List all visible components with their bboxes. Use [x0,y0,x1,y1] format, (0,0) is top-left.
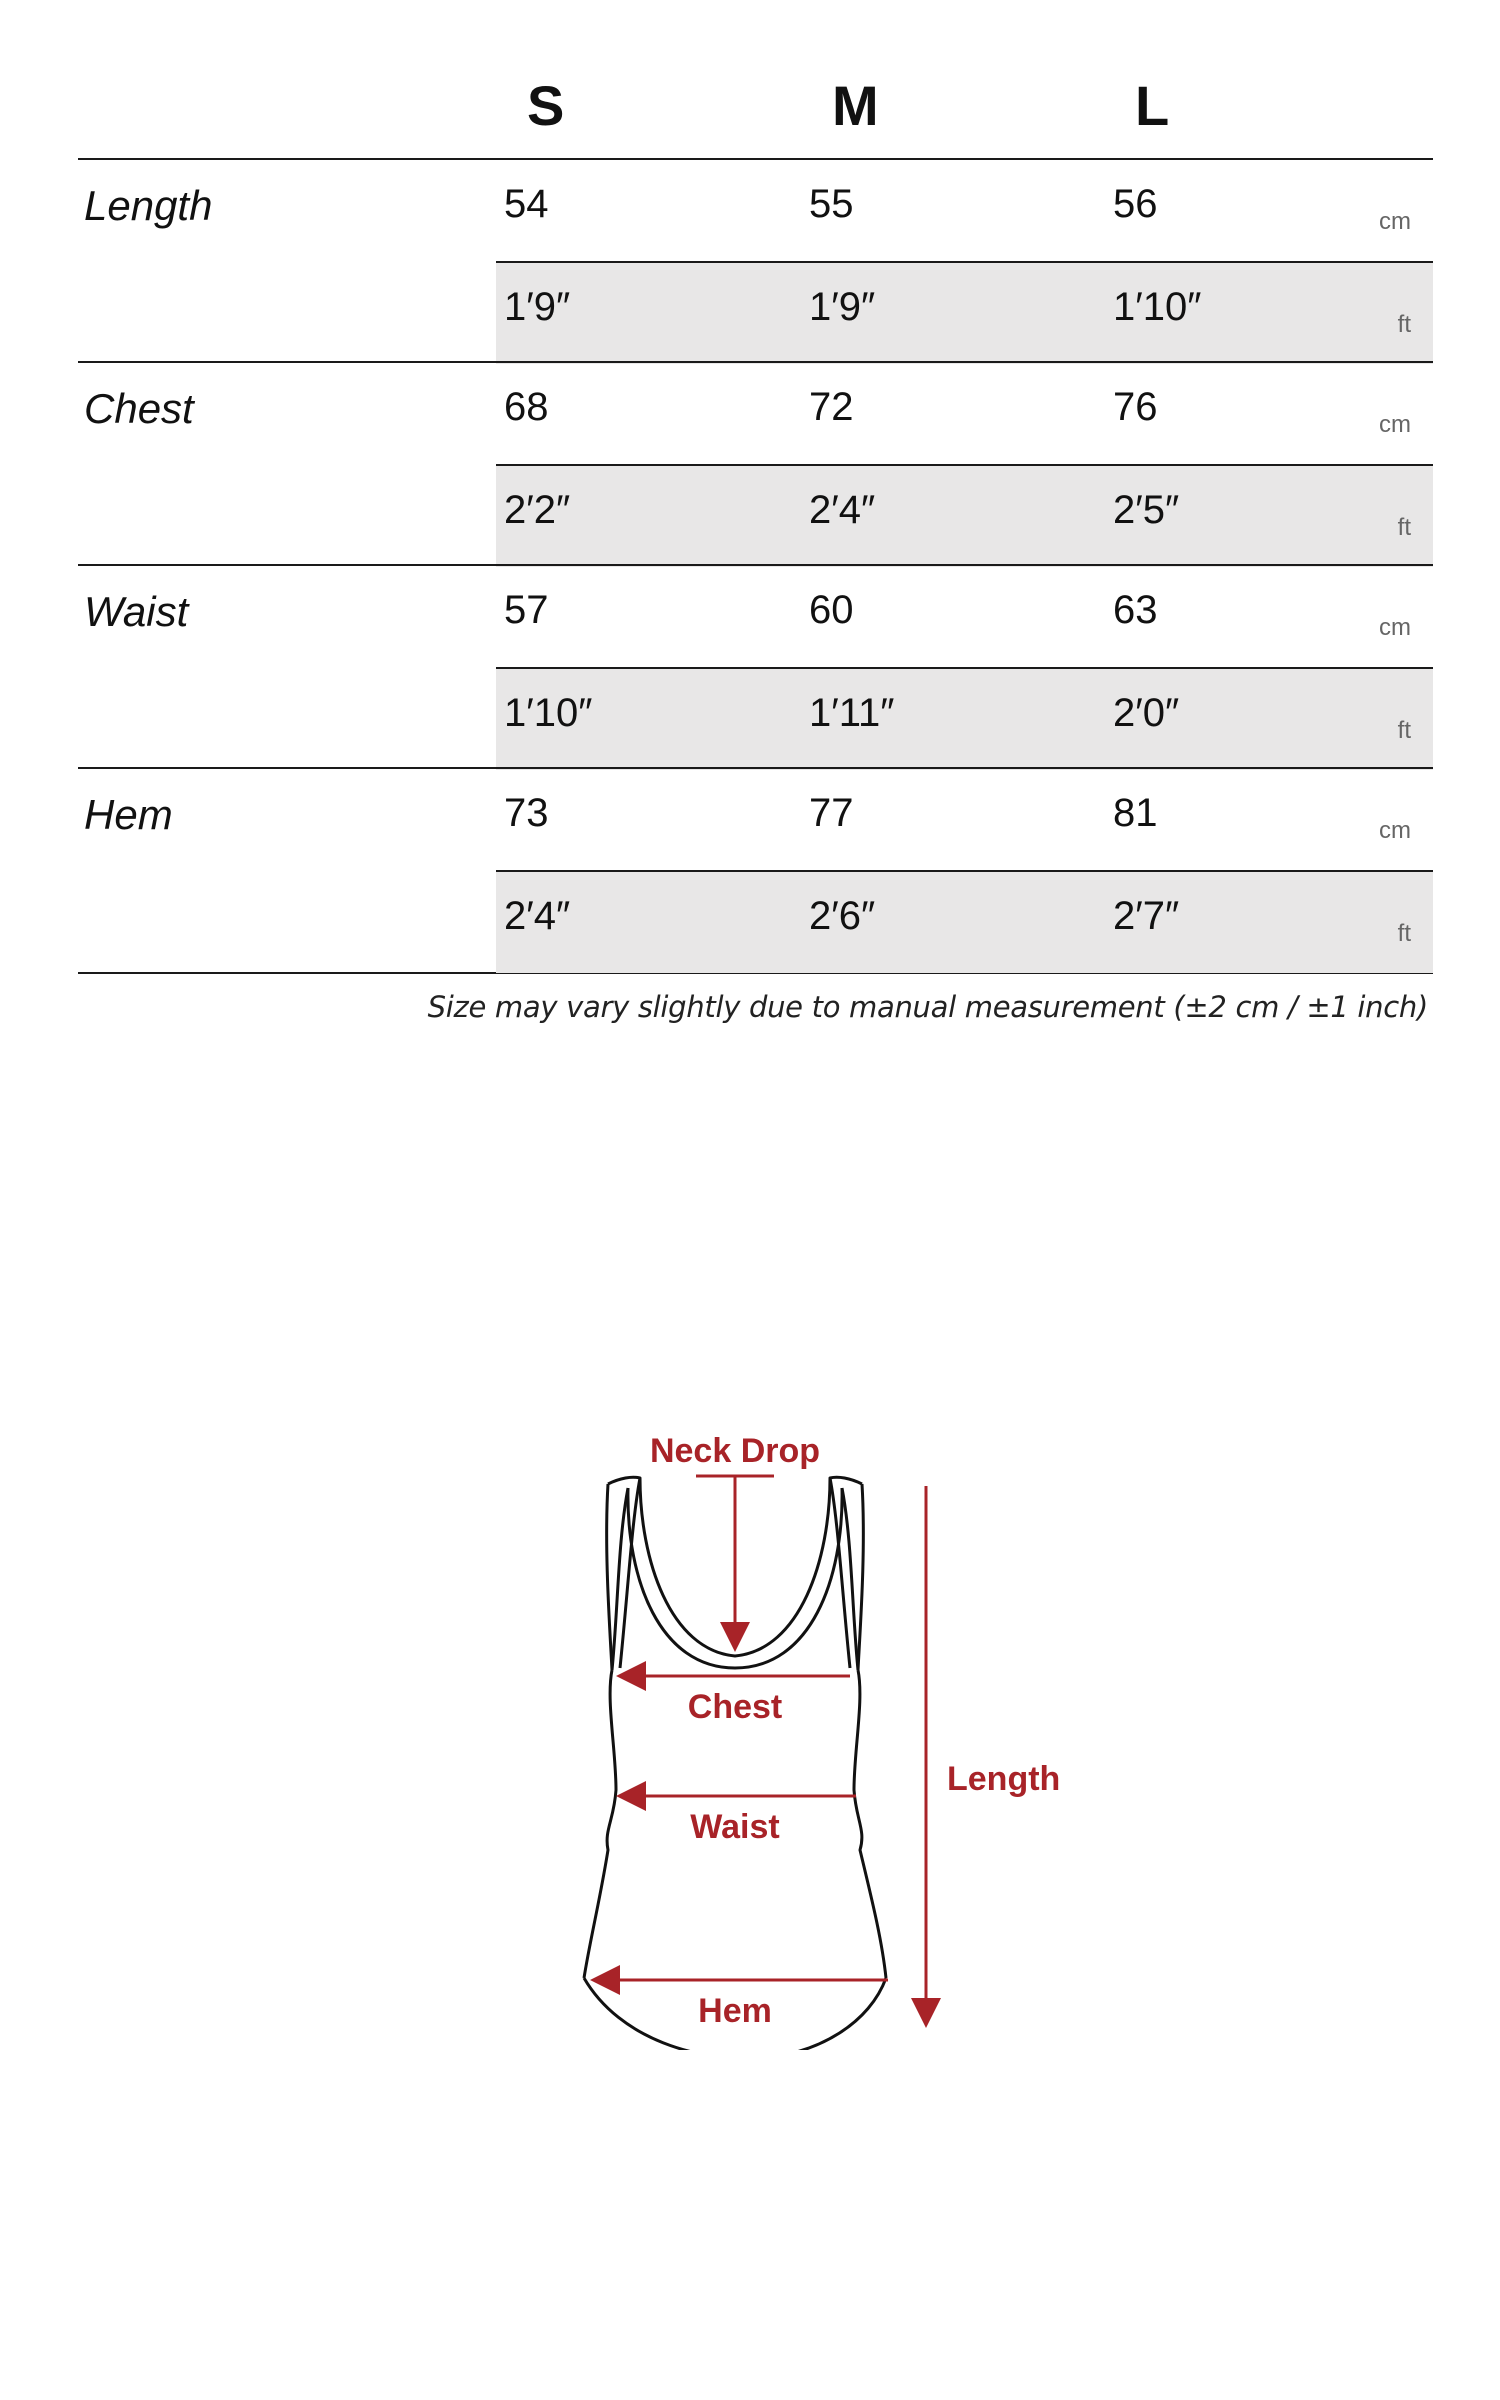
unit-cm: cm [1379,411,1411,438]
value-cell: 2′6″ [809,894,876,938]
hem-label: Hem [698,1992,772,2030]
measure-label: Hem [84,791,173,838]
unit-ft: ft [1397,514,1411,541]
size-header-m: M [832,74,879,137]
table-row-waist [78,564,1433,769]
value-cell: 81 [1113,791,1158,835]
measure-label: Waist [84,588,189,635]
cm-row [496,363,1433,464]
value-cell: 54 [504,182,549,226]
unit-ft: ft [1397,920,1411,947]
measure-label: Chest [84,385,194,432]
table-row-chest [78,361,1433,566]
table-row-length [78,158,1433,363]
unit-cm: cm [1379,614,1411,641]
unit-cm: cm [1379,208,1411,235]
unit-cm: cm [1379,817,1411,844]
value-cell: 68 [504,385,549,429]
value-cell: 2′4″ [504,894,571,938]
value-cell: 1′9″ [504,285,571,329]
value-cell: 1′11″ [809,691,895,735]
cm-row [496,769,1433,870]
chest-label: Chest [687,1688,783,1726]
value-cell: 73 [504,791,549,835]
cm-row [496,160,1433,261]
ft-row [496,464,1433,567]
value-cell: 63 [1113,588,1158,632]
value-cell: 72 [809,385,854,429]
value-cell: 1′10″ [1113,285,1202,329]
value-cell: 60 [809,588,854,632]
length-label: Length [947,1760,1061,1798]
unit-ft: ft [1397,717,1411,744]
size-header-s: S [527,74,565,137]
value-cell: 57 [504,588,549,632]
ft-row [496,261,1433,364]
neck-drop-label: Neck Drop [649,1432,821,1470]
value-cell: 1′10″ [504,691,593,735]
value-cell: 2′7″ [1113,894,1180,938]
value-cell: 56 [1113,182,1158,226]
value-cell: 2′2″ [504,488,571,532]
value-cell: 2′0″ [1113,691,1180,735]
measure-label: Length [84,182,213,229]
value-cell: 2′5″ [1113,488,1180,532]
size-header-l: L [1135,74,1170,137]
waist-label: Waist [690,1808,780,1846]
ft-row [496,667,1433,770]
tank-top-diagram [560,1400,1080,2050]
unit-ft: ft [1397,311,1411,338]
value-cell: 55 [809,182,854,226]
value-cell: 76 [1113,385,1158,429]
value-cell: 2′4″ [809,488,876,532]
value-cell: 77 [809,791,854,835]
value-cell: 1′9″ [809,285,876,329]
ft-row [496,870,1433,973]
measurement-note: Size may vary slightly due to manual measurement (±2 cm / ±1 inch) [427,990,1428,1024]
table-row-hem [78,767,1433,974]
cm-row [496,566,1433,667]
